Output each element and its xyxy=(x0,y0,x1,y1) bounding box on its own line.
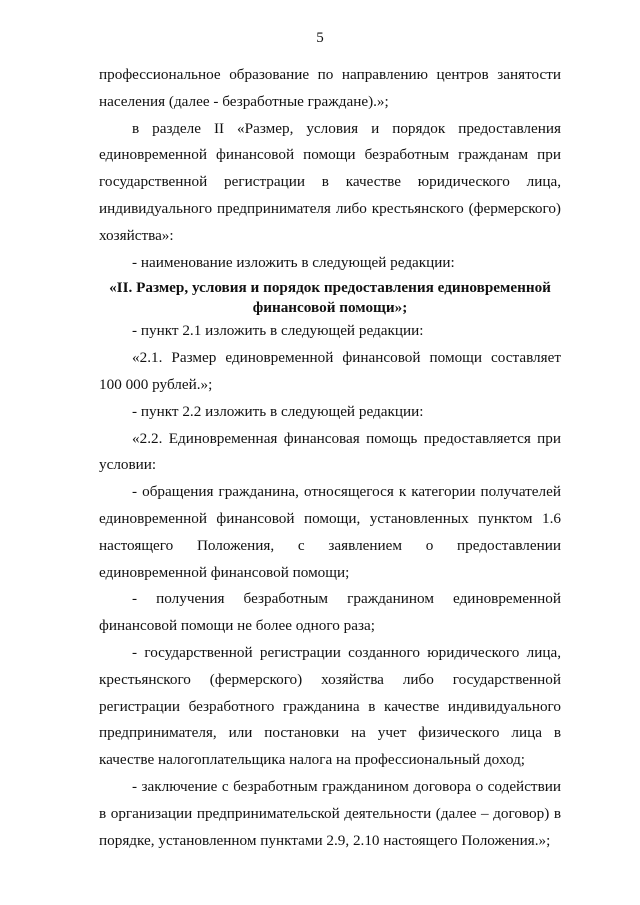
page-number: 5 xyxy=(316,30,324,46)
paragraph-condition-application: - обращения гражданина, относящегося к категории получателей единовременной финансовой помощи, установленных пунктом 1.6 настоящего Положения, с заявлением о предоставлении единовременной финансовой помощи; xyxy=(99,483,561,581)
paragraph-item-2-1-instruction: - пункт 2.1 изложить в следующей редакции: xyxy=(132,322,424,340)
paragraph-condition-once: - получения безработным гражданином единовременной финансовой помощи не более одного раза; xyxy=(99,590,561,635)
paragraph-title-instruction: - наименование изложить в следующей редакции: xyxy=(132,253,455,271)
paragraph-item-2-2-instruction: - пункт 2.2 изложить в следующей редакции: xyxy=(132,402,424,420)
paragraph-section-ii: в разделе II «Размер, условия и порядок предоставления единовременной финансовой помощи безработным гражданам при государственной регистрации в качестве юридического лица, индивидуального предпринимателя либо крестьянского (фермерского) хозяйства»: xyxy=(99,119,561,244)
section-heading: «II. Размер, условия и порядок предоставления единовременной финансовой помощи»; xyxy=(109,279,551,317)
paragraph-continuation: профессиональное образование по направлению центров занятости населения (далее - безработные граждане).»; xyxy=(99,66,561,110)
paragraph-item-2-2: «2.2. Единовременная финансовая помощь предоставляется при условии: xyxy=(99,429,561,474)
paragraph-item-2-1: «2.1. Размер единовременной финансовой помощи составляет 100 000 рублей.»; xyxy=(99,349,561,393)
document-body xyxy=(99,62,561,854)
paragraph-condition-registration: - государственной регистрации созданного юридического лица, крестьянского (фермерского) хозяйства либо государственной регистрации безработного гражданина в качестве индивидуального предпринимателя, или постановки на учет физического лица в качестве налогоплательщика налога на профессиональный доход; xyxy=(99,643,561,769)
paragraph-condition-contract: - заключение с безработным гражданином договора о содействии в организации предпринимательской деятельности (далее – договор) в порядке, установленном пунктами 2.9, 2.10 настоящего Положения.»; xyxy=(99,777,561,849)
